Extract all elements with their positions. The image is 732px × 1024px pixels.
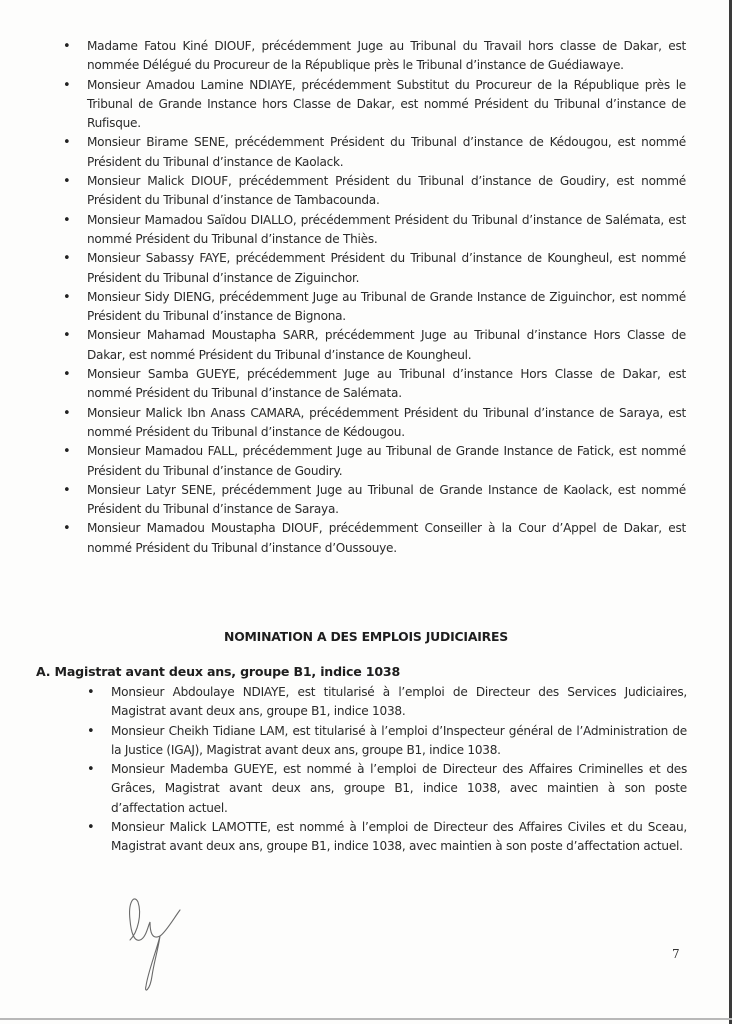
- appointments-list: [63, 37, 686, 558]
- bullet-icon: •: [63, 174, 71, 190]
- list-item-text: Monsieur Mahamad Moustapha SARR, précédemment Juge au Tribunal d’instance Hors Classe de Dakar, est nommé Président du Tribunal d’instance de Koungheul.: [87, 328, 686, 362]
- bullet-icon: •: [63, 482, 71, 498]
- list-item: [63, 481, 686, 520]
- bullet-icon: •: [63, 405, 71, 421]
- list-item: [63, 76, 686, 134]
- bullet-icon: •: [63, 251, 71, 267]
- section-heading: NOMINATION A DES EMPLOIS JUDICIAIRES: [224, 629, 508, 644]
- bullet-icon: •: [63, 289, 71, 305]
- bullet-icon: •: [63, 328, 71, 344]
- list-item: [63, 365, 686, 404]
- list-item-text: Monsieur Abdoulaye NDIAYE, est titularisé à l’emploi de Directeur des Services Judiciaires, Magistrat avant deux ans, groupe B1, indice 1038.: [111, 685, 687, 719]
- list-item: [87, 760, 687, 818]
- list-item: [63, 326, 686, 365]
- judicial-posts-list: [87, 683, 687, 857]
- list-item-text: Monsieur Malick Ibn Anass CAMARA, précédemment Président du Tribunal d’instance de Saraya, est nommé Président du Tribunal d’instance de Kédougou.: [87, 405, 686, 439]
- list-item-text: Monsieur Cheikh Tidiane LAM, est titularisé à l’emploi d’Inspecteur général de l’Administration de la Justice (IGAJ), Magistrat avant deux ans, groupe B1, indice 1038.: [111, 723, 687, 757]
- bullet-icon: •: [63, 135, 71, 151]
- list-item: [87, 818, 687, 857]
- list-item: [63, 172, 686, 211]
- list-item-text: Monsieur Mamadou Moustapha DIOUF, précédemment Conseiller à la Cour d’Appel de Dakar, est nommé Président du Tribunal d’instance d’Oussouye.: [87, 521, 686, 555]
- list-item-text: Madame Fatou Kiné DIOUF, précédemment Juge au Tribunal du Travail hors classe de Dakar, est nommée Délégué du Procureur de la République près le Tribunal d’instance de Guédiawaye.: [87, 39, 686, 73]
- bullet-icon: •: [63, 77, 71, 93]
- list-item: [87, 683, 687, 722]
- list-item-text: Monsieur Samba GUEYE, précédemment Juge au Tribunal d’instance Hors Classe de Dakar, est nommé Président du Tribunal d’instance de Salémata.: [87, 367, 686, 401]
- list-item-text: Monsieur Sidy DIENG, précédemment Juge au Tribunal de Grande Instance de Ziguinchor, est nommé Président du Tribunal d’instance de Bignona.: [87, 289, 686, 324]
- list-item-text: Monsieur Malick LAMOTTE, est nommé à l’emploi de Directeur des Affaires Civiles et du Sceau, Magistrat avant deux ans, groupe B1, indice 1038, avec maintien à son poste d’affectation actuel.: [111, 820, 687, 854]
- signature-icon: [120, 892, 200, 992]
- bullet-icon: •: [87, 685, 95, 700]
- bullet-icon: •: [63, 367, 71, 383]
- list-item: [63, 404, 686, 443]
- subsection-heading: A. Magistrat avant deux ans, groupe B1, indice 1038: [36, 664, 401, 679]
- list-item: [63, 211, 686, 250]
- list-item: [63, 442, 686, 481]
- list-item-text: Monsieur Mamadou FALL, précédemment Juge au Tribunal de Grande Instance de Fatick, est nommé Président du Tribunal d’instance de Goudiry.: [87, 444, 686, 478]
- list-item-text: Monsieur Malick DIOUF, précédemment Président du Tribunal d’instance de Goudiry, est nommé Président du Tribunal d’instance de Tambacounda.: [87, 174, 686, 208]
- bullet-icon: •: [63, 39, 71, 54]
- bullet-icon: •: [63, 212, 71, 228]
- bullet-icon: •: [87, 762, 95, 778]
- list-item: [63, 133, 686, 172]
- page-number: 7: [672, 947, 680, 961]
- list-item: [63, 249, 686, 288]
- list-item-text: Monsieur Amadou Lamine NDIAYE, précédemment Substitut du Procureur de la République près le Tribunal de Grande Instance hors Classe de Dakar, est nommé Président du Tribunal d’instance de Rufisque.: [87, 77, 686, 131]
- list-item-text: Monsieur Mamadou Saïdou DIALLO, précédemment Président du Tribunal d’instance de Salémata, est nommé Président du Tribunal d’instance de Thiès.: [87, 212, 686, 246]
- list-item-text: Monsieur Mademba GUEYE, est nommé à l’emploi de Directeur des Affaires Criminelles et des Grâces, Magistrat avant deux ans, groupe B1, indice 1038, avec maintien à son poste d’affectation actuel.: [111, 762, 687, 815]
- page-bottom-edge: [0, 1018, 732, 1020]
- bullet-icon: •: [87, 820, 95, 836]
- list-item-text: Monsieur Latyr SENE, précédemment Juge au Tribunal de Grande Instance de Kaolack, est nommé Président du Tribunal d’instance de Saraya.: [87, 482, 686, 517]
- list-item: [63, 519, 686, 558]
- list-item: [87, 722, 687, 761]
- list-item: [63, 288, 686, 327]
- bullet-icon: •: [87, 723, 95, 739]
- list-item-text: Monsieur Sabassy FAYE, précédemment Président du Tribunal d’instance de Koungheul, est nommé Président du Tribunal d’instance de Ziguinchor.: [87, 251, 686, 285]
- bullet-icon: •: [63, 444, 71, 460]
- bullet-icon: •: [63, 521, 71, 537]
- list-item-text: Monsieur Birame SENE, précédemment Président du Tribunal d’instance de Kédougou, est nommé Président du Tribunal d’instance de Kaolack.: [87, 135, 686, 169]
- list-item: [63, 37, 686, 76]
